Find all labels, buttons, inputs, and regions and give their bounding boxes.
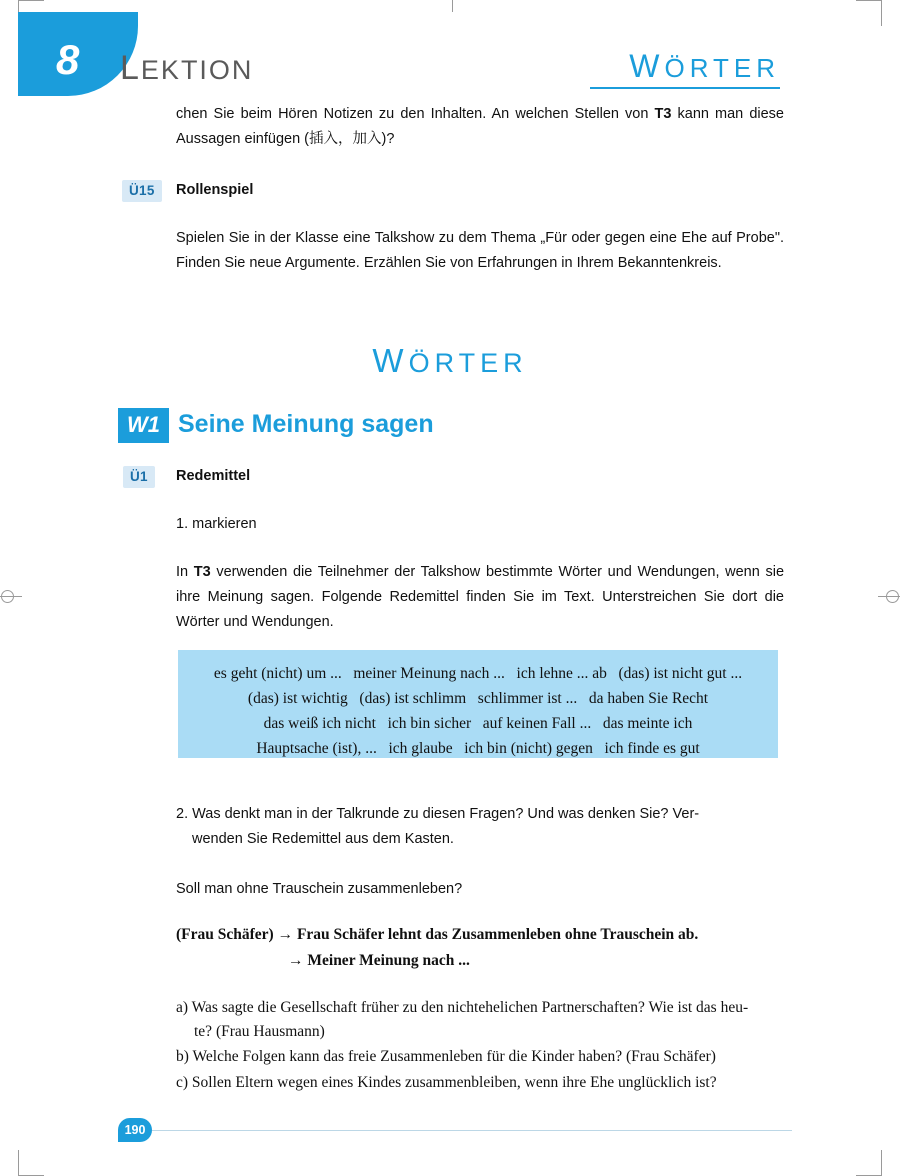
redemittel-line-3: das weiß ich nicht ich bin sicher auf keinen Fall ... das meinte ich [263, 715, 693, 733]
task-2-example [176, 922, 796, 975]
redemittel-box-content [178, 650, 778, 758]
list-item-text: Was sagte die Gesellschaft früher zu den nichtehelichen Partnerschaften? Wie ist das heu- [191, 999, 749, 1016]
example-line-1: (Frau Schäfer) → Frau Schäfer lehnt das Zusammenleben ohne Trauschein ab. [176, 926, 699, 943]
exercise-text-u15: Spielen Sie in der Klasse eine Talkshow zu dem Thema „Für oder gegen eine Ehe auf Probe". Finden Sie neue Argumente. Erzählen Sie von Erfahrungen in Ihrem Bekanntenkreis. [176, 230, 784, 271]
lektion-label [120, 49, 253, 88]
lektion-label-rest: EKTION [140, 55, 254, 85]
example-line-2: → Meiner Meinung nach ... [288, 952, 470, 970]
list-item-text: Sollen Eltern wegen eines Kindes zusammenbleiben, wenn ihre Ehe unglücklich ist? [191, 1073, 717, 1091]
redemittel-line-4: Hauptsache (ist), ... ich glaube ich bin (nicht) gegen ich finde es gut [256, 740, 700, 758]
list-item-continuation: te? (Frau Hausmann) [194, 1023, 325, 1041]
task-2-question: Soll man ohne Trauschein zusammenleben? [176, 881, 463, 897]
footer-divider [152, 1130, 792, 1131]
header-section-initial: W [629, 48, 665, 84]
section-heading-initial: W [372, 342, 409, 379]
lesson-number: 8 [56, 36, 79, 83]
task-1-intro-bold-token: T3 [193, 564, 211, 580]
task-1-label: 1. markieren [176, 516, 257, 532]
w1-title: Seine Meinung sagen [178, 410, 434, 438]
top-paragraph-bold-token: T3 [654, 106, 672, 122]
exercise-title-u1: Redemittel [176, 468, 251, 484]
section-heading-woerter [0, 342, 900, 380]
task-2-items [176, 996, 790, 1096]
redemittel-line-1: es geht (nicht) um ... meiner Meinung nach ... ich lehne ... ab (das) ist nicht gut ... [213, 665, 743, 682]
list-item [176, 1071, 790, 1095]
w1-badge: W1 [118, 408, 169, 443]
section-heading-rest: ÖRTER [408, 348, 528, 378]
list-item-label: c) [176, 1073, 189, 1091]
crop-mark-top-right [856, 0, 882, 26]
list-item [176, 996, 790, 1044]
exercise-tag-u15: Ü15 [122, 180, 162, 202]
header-section-rest: ÖRTER [664, 53, 780, 83]
lektion-label-initial: L [120, 49, 141, 87]
exercise-tag-u1: Ü1 [123, 466, 155, 488]
redemittel-line-2: (das) ist wichtig (das) ist schlimm schlimmer ist ... da haben Sie Recht [247, 690, 709, 708]
crop-mark-top-center [452, 0, 453, 12]
header-section-label [629, 48, 780, 85]
task-2-line-1: 2. Was denkt man in der Talkrunde zu diesen Fragen? Und was denken Sie? Ver- [176, 806, 700, 822]
list-item-text: Welche Folgen kann das freie Zusammenleben für die Kinder haben? (Frau Schäfer) [192, 1048, 716, 1066]
crop-mark-bottom-right [856, 1150, 882, 1176]
list-item [176, 1045, 790, 1069]
exercise-title-u15: Rollenspiel [176, 182, 254, 198]
task-2-text [176, 802, 784, 852]
crop-mark-right-circle [886, 590, 899, 603]
task-1-intro: In T3 verwenden die Teilnehmer der Talkshow bestimmte Wörter und Wendungen, wenn sie ihre Meinung sagen. Folgende Redemittel finden Sie im Text. Unterstreichen Sie dort die Wörter und Wendungen. [176, 564, 785, 630]
crop-mark-left-circle [1, 590, 14, 603]
task-2-line-2: wenden Sie Redemittel aus dem Kasten. [192, 830, 454, 847]
header-underline [590, 87, 780, 89]
crop-mark-bottom-left [18, 1150, 44, 1176]
page-number-badge: 190 [118, 1118, 152, 1142]
list-item-label: b) [176, 1048, 189, 1066]
list-item-label: a) [176, 999, 189, 1016]
top-paragraph: chen Sie beim Hören Notizen zu den Inhalten. An welchen Stellen von T3 kann man diese Aussagen einfügen (插入，加入)? [176, 106, 784, 147]
